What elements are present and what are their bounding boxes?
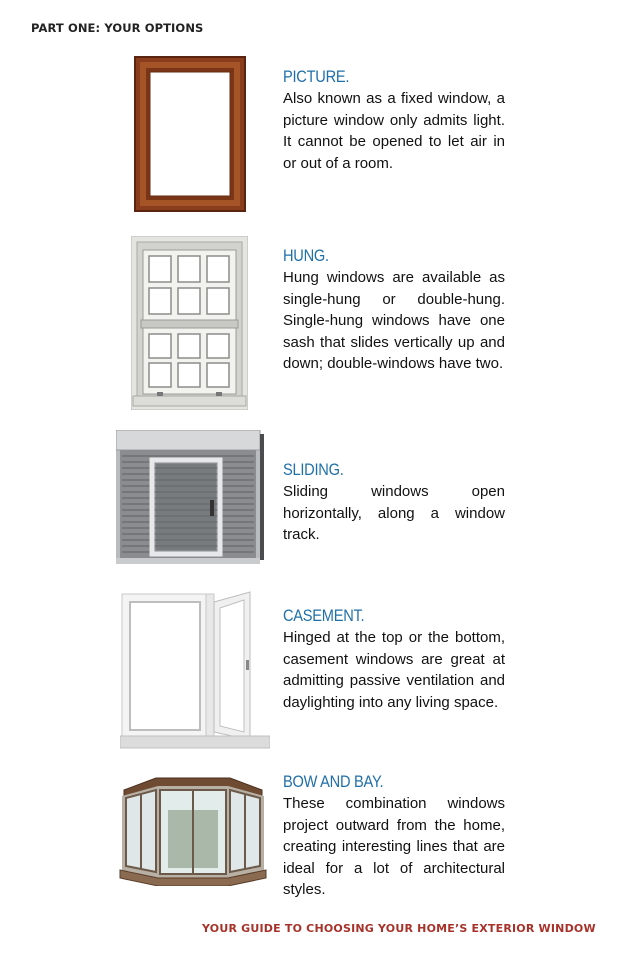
picture-window-icon: [134, 56, 246, 212]
casement-window-icon: [120, 590, 270, 750]
section-hung: [283, 245, 505, 375]
section-bow-and-bay: [283, 771, 505, 901]
section-title: HUNG.: [283, 246, 329, 265]
page-footer: YOUR GUIDE TO CHOOSING YOUR HOME’S EXTERIOR WINDOW: [202, 922, 596, 935]
hung-window-icon: [131, 236, 248, 410]
sliding-window-icon: [116, 430, 266, 564]
section-title: BOW AND BAY.: [283, 772, 384, 791]
section-picture: [283, 66, 505, 174]
section-body: Hinged at the top or the bottom, casement windows are great at admitting passive ventilation and daylighting into any living space.: [283, 629, 505, 711]
section-title: CASEMENT.: [283, 606, 365, 625]
section-body: Sliding windows open horizontally, along a window track.: [283, 483, 505, 543]
section-title: SLIDING.: [283, 460, 344, 479]
page-header: PART ONE: YOUR OPTIONS: [31, 21, 204, 35]
section-body: These combination windows project outward from the home, creating interesting lines that are ideal for a lot of architectural styles.: [283, 795, 505, 898]
section-title: PICTURE.: [283, 67, 350, 86]
section-body: Also known as a fixed window, a picture window only admits light. It cannot be opened to let air in or out of a room.: [283, 90, 505, 172]
section-sliding: [283, 459, 505, 546]
section-casement: [283, 605, 505, 713]
section-body: Hung windows are available as single-hung or double-hung. Single-hung windows have one sash that slides vertically up and down; double-windows have two.: [283, 269, 505, 372]
bow-bay-window-icon: [116, 774, 270, 886]
